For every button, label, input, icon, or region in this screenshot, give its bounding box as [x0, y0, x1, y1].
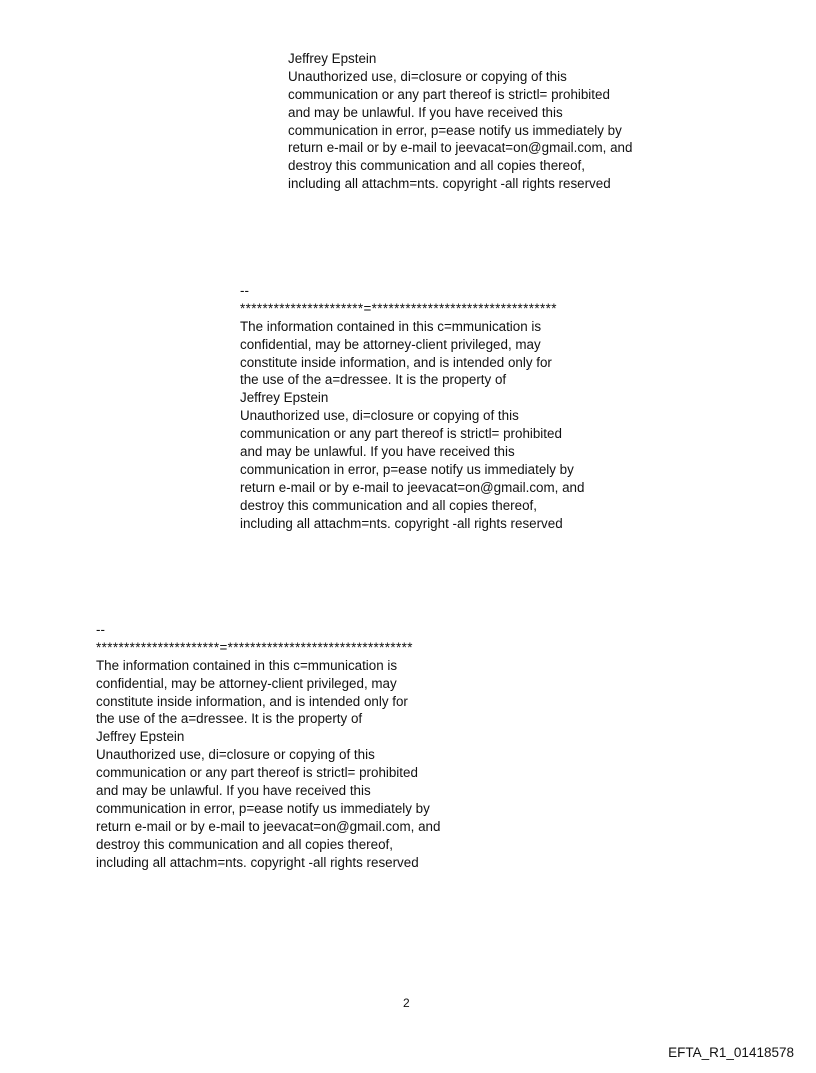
text-line: return e-mail or by e-mail to jeevacat=on@gmail.com, and [240, 479, 585, 495]
text-line: confidential, may be attorney-client privileged, may [96, 675, 397, 691]
text-line: the use of the a=dressee. It is the property of [240, 372, 507, 388]
text-line: Jeffrey Epstein [96, 729, 185, 745]
text-line: including all attachm=nts. copyright -all rights reserved [96, 854, 419, 870]
text-line: communication in error, p=ease notify us immediately by [240, 461, 574, 477]
text-line: Unauthorized use, di=closure or copying of this [288, 68, 567, 84]
text-line: return e-mail or by e-mail to jeevacat=on@gmail.com, and [96, 818, 441, 834]
text-line: including all attachm=nts. copyright -all rights reserved [288, 176, 611, 192]
disclaimer-block-bottom [96, 621, 440, 871]
text-line: destroy this communication and all copies thereof, [96, 836, 393, 852]
bates-number: EFTA_R1_01418578 [668, 1045, 794, 1060]
signature-dashes: -- [96, 622, 105, 637]
text-line: constitute inside information, and is intended only for [96, 693, 408, 709]
text-line: communication in error, p=ease notify us immediately by [96, 800, 430, 816]
text-line: the use of the a=dressee. It is the property of [96, 711, 363, 727]
text-line: communication in error, p=ease notify us immediately by [288, 122, 622, 138]
text-line: destroy this communication and all copies thereof, [288, 158, 585, 174]
text-line: Unauthorized use, di=closure or copying of this [96, 747, 375, 763]
text-line: The information contained in this c=mmunication is [96, 657, 398, 673]
text-line: Jeffrey Epstein [240, 390, 329, 406]
page-number: 2 [403, 996, 410, 1010]
text-line: The information contained in this c=mmunication is [240, 318, 542, 334]
asterisk-separator: **********************=********************************* [240, 300, 557, 316]
text-line: Jeffrey Epstein [288, 51, 377, 66]
signature-dashes: -- [240, 283, 249, 298]
text-line: communication or any part thereof is strictl= prohibited [96, 765, 418, 781]
text-line: confidential, may be attorney-client privileged, may [240, 336, 541, 352]
text-line: and may be unlawful. If you have received this [240, 444, 515, 460]
text-line: and may be unlawful. If you have received this [96, 783, 371, 799]
text-line: destroy this communication and all copies thereof, [240, 497, 537, 513]
text-line: including all attachm=nts. copyright -all rights reserved [240, 515, 563, 531]
text-line: and may be unlawful. If you have received this [288, 104, 563, 120]
disclaimer-block-top [288, 50, 632, 193]
text-line: Unauthorized use, di=closure or copying of this [240, 408, 519, 424]
asterisk-separator: **********************=********************************* [96, 639, 413, 655]
text-line: communication or any part thereof is strictl= prohibited [240, 426, 562, 442]
text-line: communication or any part thereof is strictl= prohibited [288, 86, 610, 102]
disclaimer-block-middle [240, 282, 584, 532]
text-line: return e-mail or by e-mail to jeevacat=on@gmail.com, and [288, 140, 633, 156]
text-line: constitute inside information, and is intended only for [240, 354, 552, 370]
